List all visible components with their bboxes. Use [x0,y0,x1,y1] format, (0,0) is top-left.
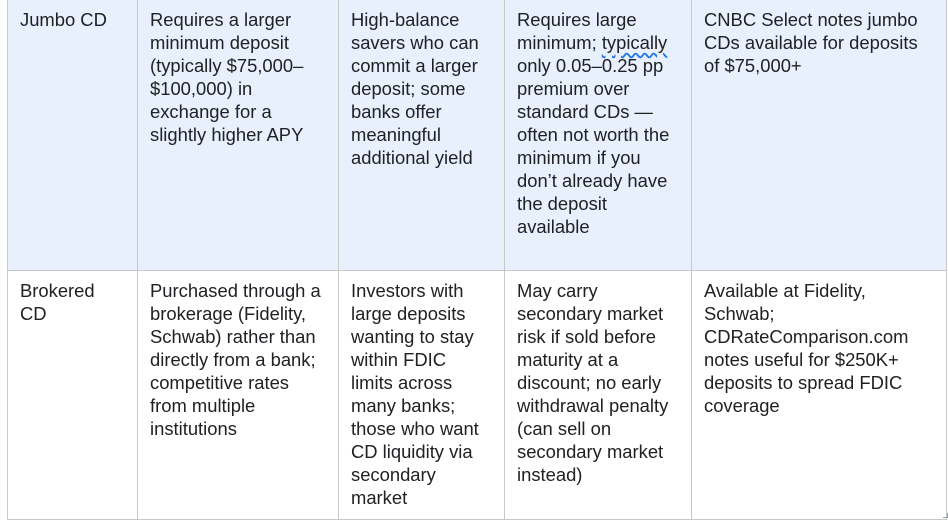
drawbacks-cell[interactable] [505,271,692,520]
description-cell[interactable] [138,271,339,520]
best-for-cell[interactable] [339,271,505,520]
drawbacks-text-prefix: Requires large minimum; [517,9,637,53]
table-row [8,271,947,520]
notes-cell[interactable] [692,271,947,520]
drawbacks-cell[interactable] [505,0,692,271]
drawbacks-text: May carry secondary market risk if sold before maturity at a discount; no early withdrawal penalty (can sell on secondary market instead) [517,280,668,485]
description-text: Purchased through a brokerage (Fidelity, Schwab) rather than directly from a bank; competitive rates from multiple institutions [150,280,321,439]
best-for-text: Investors with large deposits wanting to stay within FDIC limits across many banks; those who want CD liquidity via secondary market [351,280,479,508]
notes-text: CNBC Select notes jumbo CDs available for deposits of $75,000+ [704,9,918,76]
table-row [8,0,947,271]
notes-cell[interactable] [692,0,947,271]
description-text: Requires a larger minimum deposit (typically $75,000–$100,000) in exchange for a slightly higher APY [150,9,303,145]
best-for-cell[interactable] [339,0,505,271]
cd-type-cell[interactable] [8,271,138,520]
cd-type-text: Jumbo CD [20,9,107,30]
cd-type-text: Brokered CD [20,280,95,324]
spellcheck-flagged-word[interactable]: typically [602,32,667,53]
cd-type-cell[interactable] [8,0,138,271]
best-for-text: High-balance savers who can commit a larger deposit; some banks offer meaningful additional yield [351,9,479,168]
drawbacks-text-suffix: only 0.05–0.25 pp premium over standard CDs — often not worth the minimum if you don’t already have the deposit available [517,55,669,237]
cd-comparison-table [7,0,947,520]
resize-handle-icon[interactable] [943,513,948,518]
description-cell[interactable] [138,0,339,271]
notes-text: Available at Fidelity, Schwab; CDRateComparison.com notes useful for $250K+ deposits to spread FDIC coverage [704,280,908,416]
